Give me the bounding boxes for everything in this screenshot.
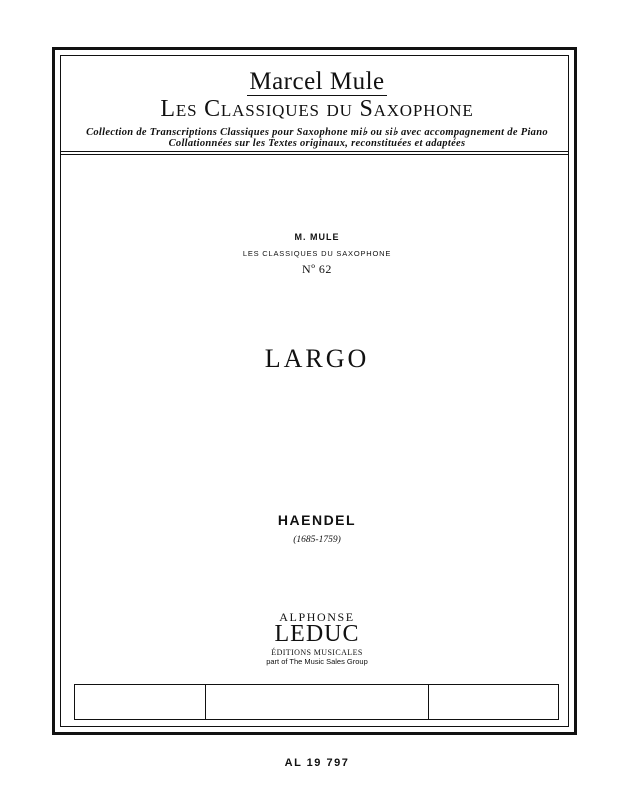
work-title: LARGO xyxy=(264,344,370,373)
header-series-title: Les Classiques du Saxophone xyxy=(160,96,474,122)
publisher-name: ALPHONSE xyxy=(279,610,355,624)
publisher-logo: LEDUC xyxy=(274,621,360,647)
catalog-series: LES CLASSIQUES DU SAXOPHONE xyxy=(242,249,392,258)
footer-box-divider-right xyxy=(428,684,429,720)
composer-name: HAENDEL xyxy=(277,512,357,528)
header-author: Marcel Mule xyxy=(249,68,385,95)
catalog-number: Nº 62 xyxy=(302,262,332,276)
publisher-editions: ÉDITIONS MUSICALES xyxy=(271,648,363,657)
composer-dates: (1685-1759) xyxy=(293,535,341,545)
catalog-code: AL 19 797 xyxy=(284,757,350,769)
header-divider-secondary xyxy=(60,154,569,155)
header-description-line2: Collationnées sur les Textes originaux, reconstituées et adaptées xyxy=(168,138,466,149)
footer-box xyxy=(74,684,559,720)
footer-box-divider-left xyxy=(205,684,206,720)
catalog-author: M. MULE xyxy=(294,232,340,242)
header-divider xyxy=(60,151,569,152)
publisher-group: part of The Music Sales Group xyxy=(266,657,368,666)
header-description-line1: Collection de Transcriptions Classiques pour Saxophone mi♭ ou si♭ avec accompagnement de Piano xyxy=(86,127,548,138)
